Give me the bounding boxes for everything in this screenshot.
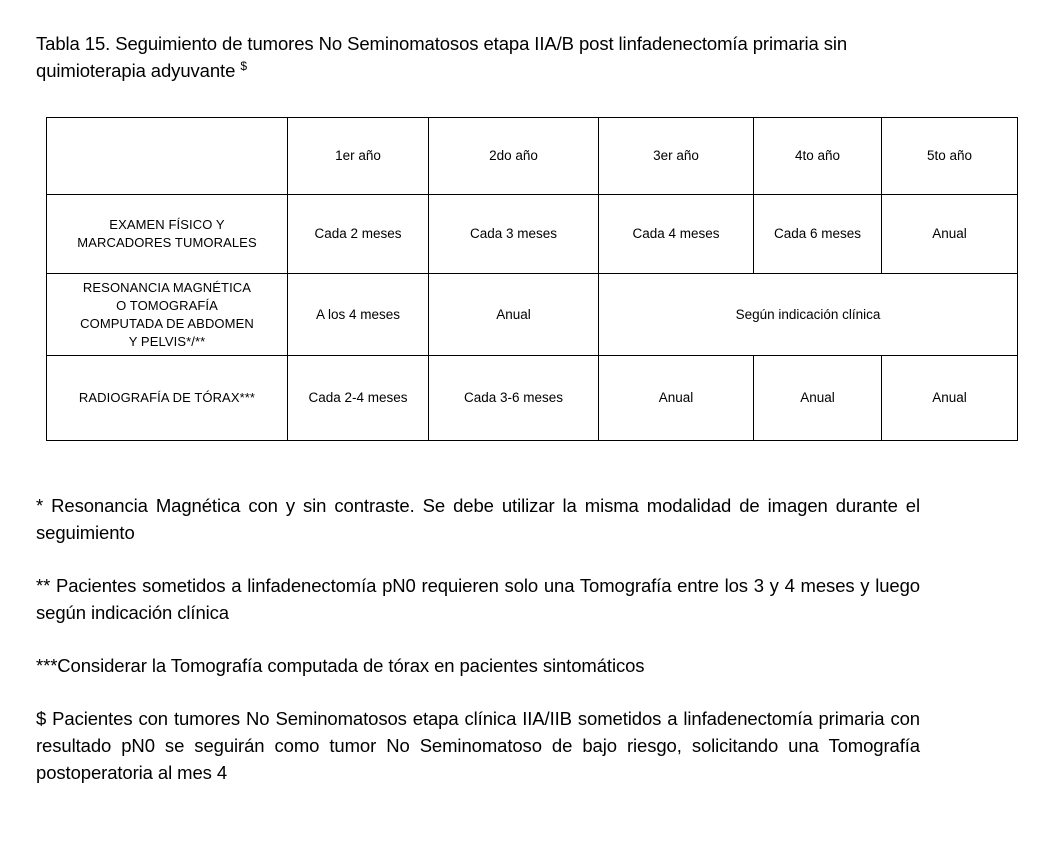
- cell-physical-exam-year4: Cada 6 meses: [754, 195, 882, 274]
- row-label-line: COMPUTADA DE ABDOMEN: [80, 315, 254, 331]
- row-label-line: RESONANCIA MAGNÉTICA: [82, 279, 252, 295]
- table-row: [47, 274, 1018, 356]
- table-row: [47, 195, 1018, 274]
- cell-mri-ct-year1: A los 4 meses: [288, 274, 429, 356]
- row-label-mri-ct-abdomen-pelvis: [47, 274, 288, 356]
- table-header-cell-year2: 2do año: [429, 118, 599, 195]
- table-header-cell-year1: 1er año: [288, 118, 429, 195]
- table-header-cell-year4: 4to año: [754, 118, 882, 195]
- table-row: [47, 356, 1018, 441]
- footnote-asterisk: * Resonancia Magnética con y sin contraste. Se debe utilizar la misma modalidad de imagen durante el seguimiento: [36, 495, 920, 543]
- cell-chest-xray-year1: Cada 2-4 meses: [288, 356, 429, 441]
- cell-chest-xray-year5: Anual: [882, 356, 1018, 441]
- row-label-line: EXAMEN FÍSICO Y: [109, 217, 225, 232]
- page-title: [36, 30, 948, 84]
- table-header-cell-year5: 5to año: [882, 118, 1018, 195]
- cell-chest-xray-year2: Cada 3-6 meses: [429, 356, 599, 441]
- footnote-double-asterisk: ** Pacientes sometidos a linfadenectomía pN0 requieren solo una Tomografía entre los 3 y 4 meses y luego según indicación clínica: [36, 575, 920, 623]
- cell-physical-exam-year1: Cada 2 meses: [288, 195, 429, 274]
- page-title-text: Tabla 15. Seguimiento de tumores No Seminomatosos etapa IIA/B post linfadenectomía primaria sin quimioterapia adyuvante: [36, 33, 848, 81]
- footnote-triple-asterisk: ***Considerar la Tomografía computada de tórax en pacientes sintomáticos: [36, 655, 645, 676]
- cell-mri-ct-year2: Anual: [429, 274, 599, 356]
- row-label-line: Y PELVIS*/**: [128, 333, 206, 349]
- footnotes-section: [36, 492, 920, 786]
- followup-table-container: [46, 117, 1017, 441]
- row-label-line: RADIOGRAFÍA DE TÓRAX***: [78, 390, 256, 405]
- cell-physical-exam-year5: Anual: [882, 195, 1018, 274]
- row-label-line: O TOMOGRAFÍA: [116, 297, 218, 313]
- cell-chest-xray-year3: Anual: [599, 356, 754, 441]
- cell-physical-exam-year3: Cada 4 meses: [599, 195, 754, 274]
- page-title-superscript: $: [240, 58, 247, 73]
- footnote-dollar: $ Pacientes con tumores No Seminomatosos etapa clínica IIA/IIB sometidos a linfadenectomía primaria con resultado pN0 se seguirán como tumor No Seminomatoso de bajo riesgo, solicitando una Tomografía postoperatoria al mes 4: [36, 708, 920, 783]
- row-label-line: MARCADORES TUMORALES: [77, 235, 257, 250]
- row-label-chest-xray: [47, 356, 288, 441]
- table-header-row: [47, 118, 1018, 195]
- cell-chest-xray-year4: Anual: [754, 356, 882, 441]
- row-label-physical-exam: [47, 195, 288, 274]
- table-header-cell-year3: 3er año: [599, 118, 754, 195]
- cell-mri-ct-years3to5-merged: Según indicación clínica: [599, 274, 1018, 356]
- table-header-cell-blank: [47, 118, 288, 195]
- followup-schedule-table: [46, 117, 1018, 441]
- cell-physical-exam-year2: Cada 3 meses: [429, 195, 599, 274]
